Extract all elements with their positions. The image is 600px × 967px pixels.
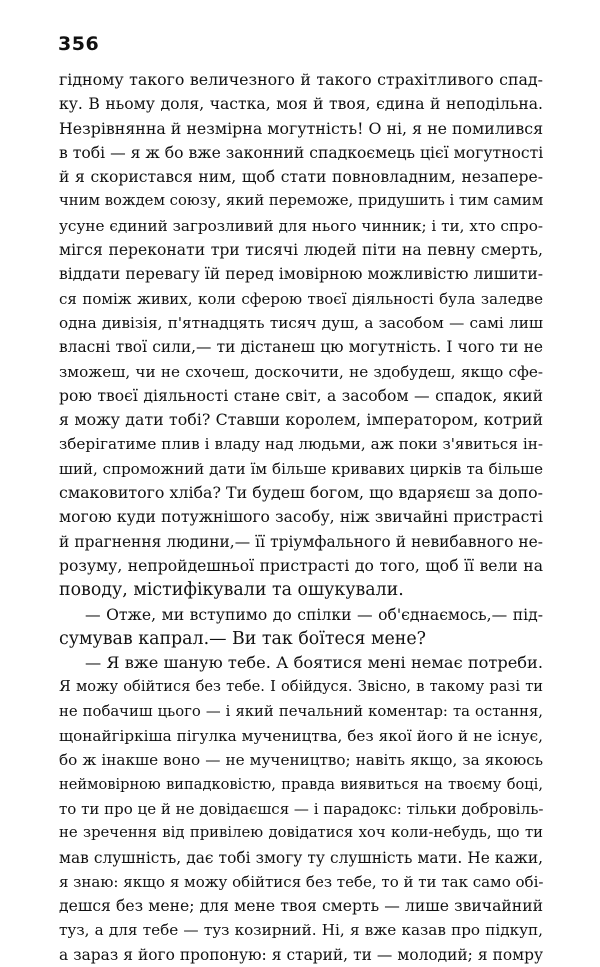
text-line: дешся без мене; для мене твоя смерть — лише звичайний — [59, 897, 543, 916]
text-line: я знаю: якщо я можу обійтися без тебе, то й ти так само обі- — [59, 872, 544, 891]
text-line: неймовірною випадковістю, правда виявиться на твоєму боці, — [59, 775, 543, 793]
text-line: ший, спроможний дати їм більше кривавих цирків та більше — [59, 459, 543, 478]
text-line: зберігатиме плив і владу над людьми, аж поки з'явиться ін- — [59, 435, 543, 454]
text-line: то ти про це й не довідаєшся — і парадокс: тільки добровіль- — [59, 799, 544, 818]
text-line: зможеш, чи не схочеш, доскочити, не здобудеш, якщо сфе- — [59, 362, 543, 381]
text-line: туз, а для тебе — туз козирний. Ні, я вже казав про підкуп, — [59, 921, 543, 940]
text-line: могою куди потужнішого засобу, ніж звичайні пристрасті — [59, 508, 543, 527]
text-line: не побачиш цього — і який печальний коментар: та остання, — [59, 702, 543, 720]
text-line: смаковитого хліба? Ти будеш богом, що вдаряєш за допо- — [59, 483, 543, 503]
text-line: рою твоєї діяльності стане світ, а засобом — спадок, який — [59, 386, 543, 405]
text-line: поводу, містифікували та ошукували. — [59, 580, 404, 601]
text-line: усуне єдиний загрозливий для нього чинник; і ти, хто спро- — [59, 216, 543, 235]
text-line: й я скористався ним, щоб стати повновладним, незапере- — [59, 168, 543, 187]
text-line: ку. В ньому доля, частка, моя й твоя, єдина й неподільна. — [59, 95, 543, 114]
text-line: й прагнення людини,— її тріумфального й невибавного не- — [59, 532, 543, 551]
text-line: ся поміж живих, коли сферою твоєї діяльності була заледве — [59, 289, 543, 308]
body-text — [59, 68, 543, 967]
text-line: одна дивізія, п'ятнадцять тисяч душ, а засобом — самі лиш — [59, 313, 543, 332]
text-line: не зречення від привілею довідатися хоч коли-небудь, що ти — [59, 824, 543, 842]
text-line: мігся переконати три тисячі людей піти на певну смерть, — [59, 241, 543, 260]
text-line: віддати перевагу їй перед імовірною можливістю лишити- — [59, 265, 543, 284]
text-line: — Я вже шаную тебе. А боятися мені немає потреби. — [85, 653, 543, 673]
page-number: 356 — [58, 33, 100, 55]
text-line: чним вождем союзу, який переможе, придушить і тим самим — [59, 192, 544, 210]
text-line: — Отже, ми вступимо до спілки — об'єднаємось,— під- — [85, 605, 543, 624]
text-line: а зараз я його пропоную: я старий, ти — молодий; я помру — [59, 945, 543, 964]
text-line: розуму, непройдешньої пристрасті до того, щоб її вели на — [59, 556, 543, 575]
text-line: Я можу обійтися без тебе. І обійдуся. Звісно, в такому разі ти — [59, 678, 543, 696]
text-line: Незрівнянна й незмірна могутність! О ні, я не помилився — [59, 118, 544, 138]
text-line: щонайгіркіша пігулка мучеництва, без якої його й не існує, — [59, 727, 543, 746]
text-line: в тобі — я ж бо вже законний спадкоємець цієї могутності — [59, 143, 544, 162]
text-line: мав слушність, дає тобі змогу ту слушність мати. Не кажи, — [59, 848, 543, 867]
text-line: сумував капрал.— Ви так боїтеся мене? — [59, 628, 426, 649]
text-line: я можу дати тобі? Ставши королем, імператором, котрий — [59, 410, 543, 430]
text-line: власні твої сили,— ти дістанеш цю могутність. І чого ти не — [59, 338, 543, 357]
text-line: гідному такого величезного й такого страхітливого спад- — [59, 70, 543, 89]
text-line: бо ж інакше воно — не мучеництво; навіть якщо, за якоюсь — [59, 751, 543, 770]
